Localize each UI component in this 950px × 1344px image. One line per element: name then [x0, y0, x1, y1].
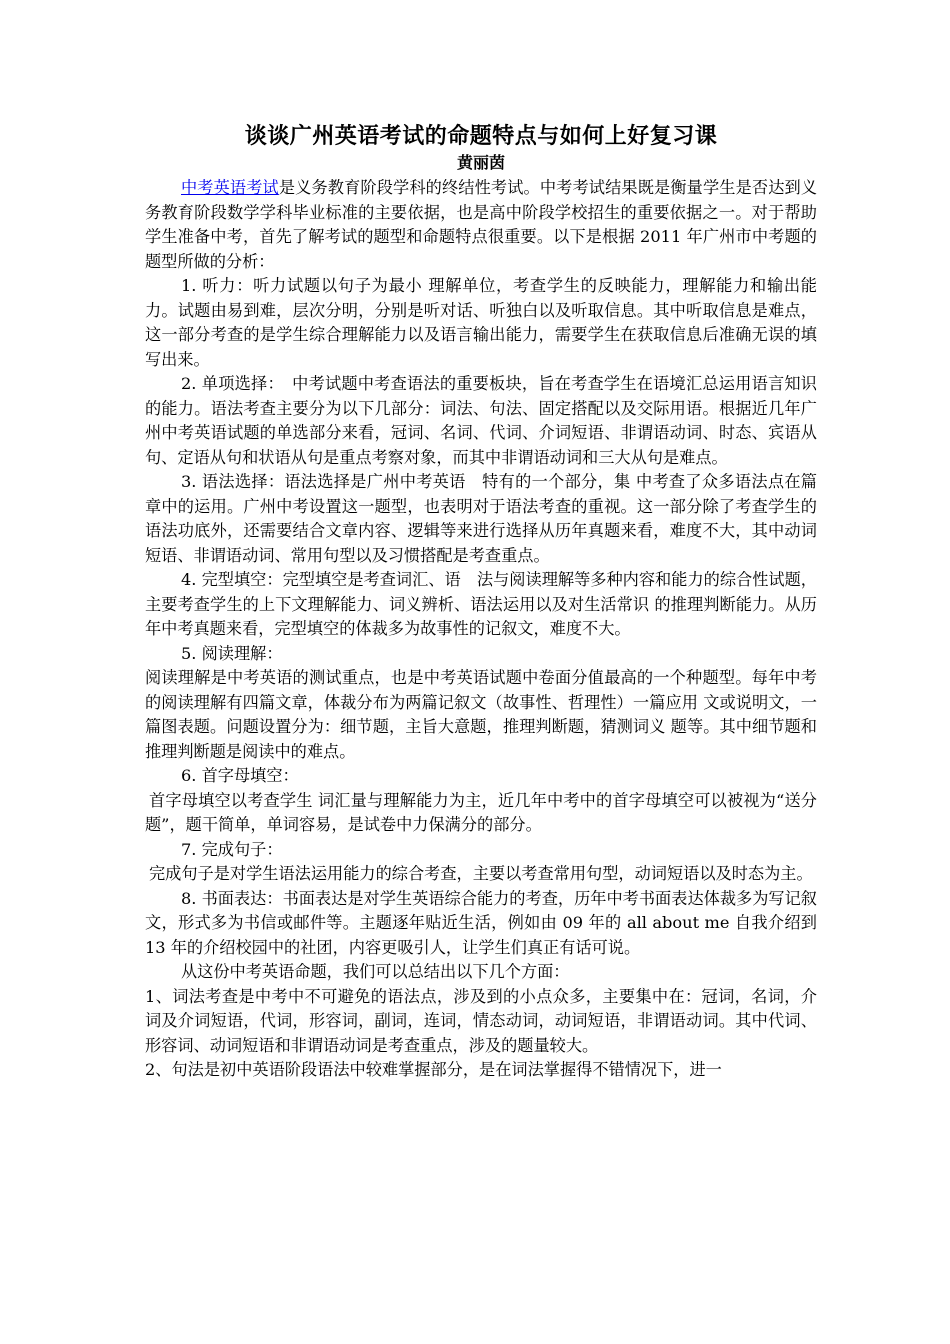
- intro-paragraph: [145, 176, 817, 274]
- heading-complete-sentence: 7. 完成句子：: [181, 839, 283, 859]
- author-name: 黄丽茵: [456, 153, 505, 172]
- summary-intro: 从这份中考英语命题，我们可以总结出以下几个方面：: [181, 962, 570, 981]
- document-body: [145, 120, 817, 1083]
- summary-point-2: 2、句法是初中英语阶段语法中较难掌握部分，是在词法掌握得不错情况下，进一: [145, 1060, 722, 1079]
- page-title: 谈谈广州英语考试的命题特点与如何上好复习课: [244, 123, 718, 149]
- paragraph-reading: 阅读理解是中考英语的测试重点，也是中考英语试题中卷面分值最高的一个种题型。每年中考的阅读理解有四篇文章，体裁分布为两篇记叙文（故事性、哲理性）一篇应用 文或说明文，一篇图表题。问题设置分为：细节题，主旨大意题，推理判断题，猜测词义 题等。其中细节题和推理判断题是阅读中的难点。: [145, 668, 817, 761]
- paragraph-initial-letter: 首字母填空以考查学生 词汇量与理解能力为主，近几年中考中的首字母填空可以被视为“送分题”，题干简单，单词容易，是试卷中力保满分的部分。: [145, 790, 817, 834]
- paragraph-listening: 1. 听力：听力试题以句子为最小 理解单位，考查学生的反映能力，理解能力和输出能力。试题由易到难，层次分明，分别是听对话、听独白以及听取信息。其中听取信息是难点，这一部分考查的是学生综合理解能力以及语言输出能力，需要学生在获取信息后准确无误的填写出来。: [145, 276, 817, 369]
- exam-link[interactable]: 中考英语考试: [181, 178, 279, 197]
- summary-point-1: 1、词法考查是中考中不可避免的语法点，涉及到的小点众多，主要集中在：冠词，名词，介词及介词短语，代词，形容词，副词，连词，情态动词，动词短语，非谓语动词。其中代词、形容词、动词短语和非谓语动词是考查重点，涉及的题量较大。: [145, 986, 817, 1055]
- heading-initial-letter: 6. 首字母填空：: [181, 766, 299, 785]
- heading-reading: 5. 阅读理解：: [181, 643, 283, 663]
- intro-text: 是义务教育阶段学科的终结性考试。中考考试结果既是衡量学生是否达到义务教育阶段数学学科毕业标准的主要依据，也是高中阶段学校招生的重要依据之一。对于帮助学生准备中考，首先了解考试的题型和命题特点很重要。以下是根据 2011 年广州市中考题的题型所做的分析：: [145, 178, 818, 271]
- paragraph-single-choice: 2. 单项选择： 中考试题中考查语法的重要板块，旨在考查学生在语境汇总运用语言知识的能力。语法考查主要分为以下几部分：词法、句法、固定搭配以及交际用语。根据近几年广州中考英语试题的单选部分来看，冠词、名词、代词、介词短语、非谓语动词、时态、宾语从句、定语从句和状语从句是重点考察对象，而其中非谓语动词和三大从句是难点。: [145, 374, 817, 467]
- paragraph-writing: 8. 书面表达：书面表达是对学生英语综合能力的考查，历年中考书面表达体裁多为写记叙文，形式多为书信或邮件等。主题逐年贴近生活，例如由 09 年的 all about me 自我介绍到 13 年的介绍校园中的社团，内容更吸引人，让学生们真正有话可说。: [145, 888, 817, 957]
- paragraph-cloze: 4. 完型填空：完型填空是考查词汇、语 法与阅读理解等多种内容和能力的综合性试题，主要考查学生的上下文理解能力、词义辨析、语法运用以及对生活常识 的推理判断能力。从历年中考真题来看，完型填空的体裁多为故事性的记叙文，难度不大。: [145, 570, 817, 638]
- paragraph-complete-sentence: 完成句子是对学生语法运用能力的综合考查，主要以考查常用句型，动词短语以及时态为主。: [149, 864, 813, 883]
- paragraph-grammar-choice: 3. 语法选择：语法选择是广州中考英语 特有的一个部分，集 中考查了众多语法点在篇章中的运用。广州中考设置这一题型，也表明对于语法考查的重视。这一部分除了考查学生的语法功底外，还需要结合文章内容、逻辑等来进行选择从历年真题来看，难度不大，其中动词短语、非谓语动词、常用句型以及习惯搭配是考查重点。: [145, 472, 817, 565]
